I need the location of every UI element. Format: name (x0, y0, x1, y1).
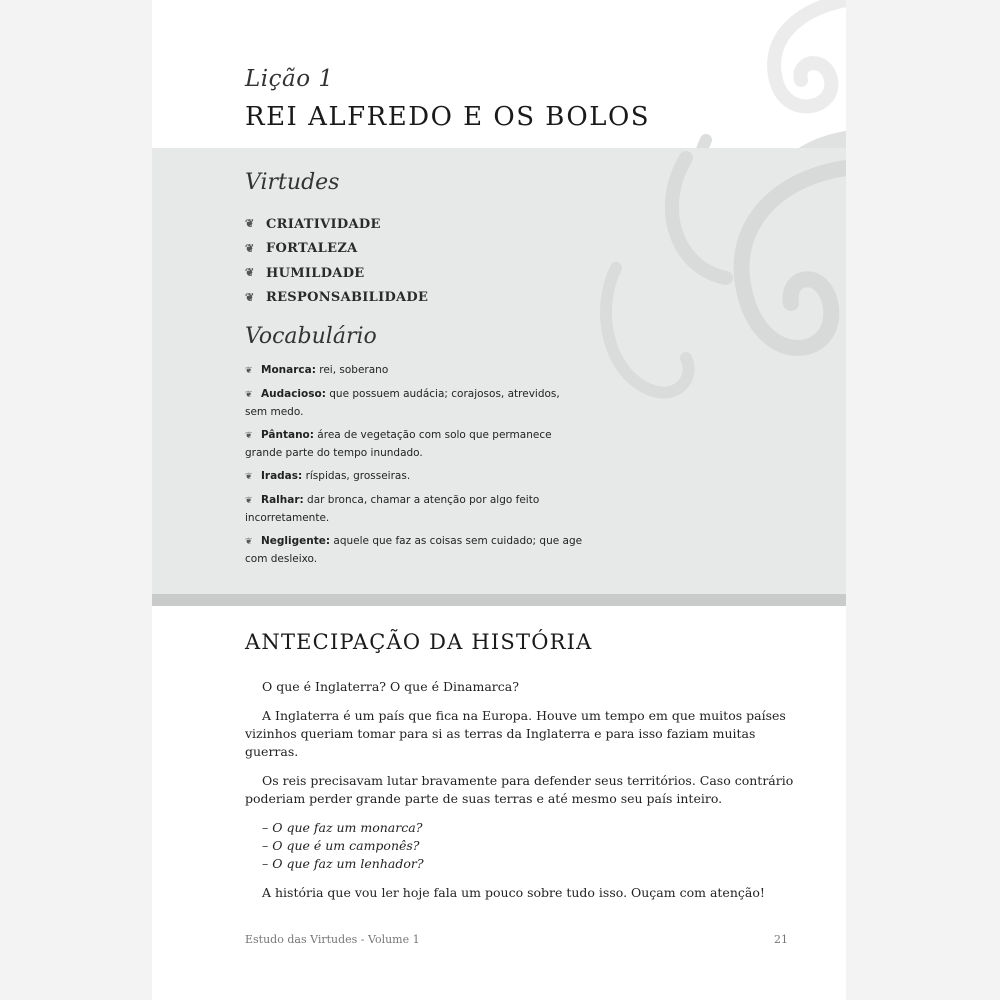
fleuron-icon: ❦ (245, 390, 253, 400)
fleuron-icon: ❦ (245, 537, 253, 547)
list-item (245, 212, 428, 237)
vocab-definition: área de vegetação com solo que permanece grande parte do tempo inundado. (245, 429, 552, 459)
list-item (245, 362, 585, 380)
list-item (245, 261, 428, 286)
vocabulary-list (245, 362, 585, 574)
story-paragraph: A Inglaterra é um país que fica na Europa. Houve um tempo em que muitos países vizinhos queriam tomar para si as terras da Inglaterra e para isso faziam muitas guerras. (245, 708, 786, 759)
decorative-flourish (576, 148, 846, 448)
fleuron-icon: ❦ (245, 241, 255, 255)
list-item (245, 237, 428, 262)
question-item: – O que faz um lenhador? (262, 856, 424, 871)
section-divider (152, 594, 846, 606)
vocab-definition: aquele que faz as coisas sem cuidado; que age com desleixo. (245, 535, 583, 565)
list-item (245, 386, 585, 421)
fleuron-icon: ❦ (245, 431, 253, 441)
vocab-term: Pântano: (261, 429, 314, 441)
question-item: – O que faz um monarca? (262, 820, 423, 835)
virtues-list (245, 212, 428, 310)
book-page (152, 0, 846, 1000)
fleuron-icon: ❦ (245, 366, 253, 376)
virtue-label: CRIATIVIDADE (266, 216, 381, 232)
footer-book-title: Estudo das Virtudes - Volume 1 (245, 933, 420, 946)
vocab-term: Negligente: (261, 535, 331, 547)
vocab-term: Monarca: (261, 364, 316, 376)
vocab-definition: que possuem audácia; corajosos, atrevidos, sem medo. (245, 388, 560, 418)
fleuron-icon: ❦ (245, 472, 253, 482)
list-item (245, 533, 585, 568)
fleuron-icon: ❦ (245, 266, 255, 280)
vocab-term: Audacioso: (261, 388, 326, 400)
story-paragraph: O que é Inglaterra? O que é Dinamarca? (262, 679, 519, 694)
question-list (262, 819, 805, 873)
vocab-term: Ralhar: (261, 494, 304, 506)
fleuron-icon: ❦ (245, 496, 253, 506)
virtue-label: HUMILDADE (266, 265, 365, 281)
vocab-term: Iradas: (261, 470, 303, 482)
story-body (245, 678, 805, 913)
list-item (245, 286, 428, 311)
lesson-label: Lição 1 (245, 66, 334, 92)
story-paragraph: Os reis precisavam lutar bravamente para defender seus territórios. Caso contrário poderiam perder grande parte de suas terras e até mesmo seu país inteiro. (245, 773, 794, 806)
vocab-definition: rei, soberano (315, 364, 389, 376)
list-item (245, 492, 585, 527)
list-item (245, 427, 585, 462)
question-item: – O que é um camponês? (262, 838, 420, 853)
story-paragraph: A história que vou ler hoje fala um pouco sobre tudo isso. Ouçam com atenção! (262, 885, 765, 900)
lesson-title: REI ALFREDO E OS BOLOS (245, 102, 651, 132)
page-number: 21 (774, 933, 788, 946)
story-heading: ANTECIPAÇÃO DA HISTÓRIA (245, 630, 593, 654)
list-item (245, 468, 585, 486)
fleuron-icon: ❦ (245, 290, 255, 304)
virtue-label: RESPONSABILIDADE (266, 290, 429, 306)
virtues-heading: Virtudes (245, 170, 340, 195)
vocab-definition: dar bronca, chamar a atenção por algo feito incorretamente. (245, 494, 540, 524)
fleuron-icon: ❦ (245, 217, 255, 231)
vocabulary-heading: Vocabulário (245, 324, 377, 349)
virtue-label: FORTALEZA (266, 241, 358, 257)
vocab-definition: ríspidas, grosseiras. (302, 470, 411, 482)
